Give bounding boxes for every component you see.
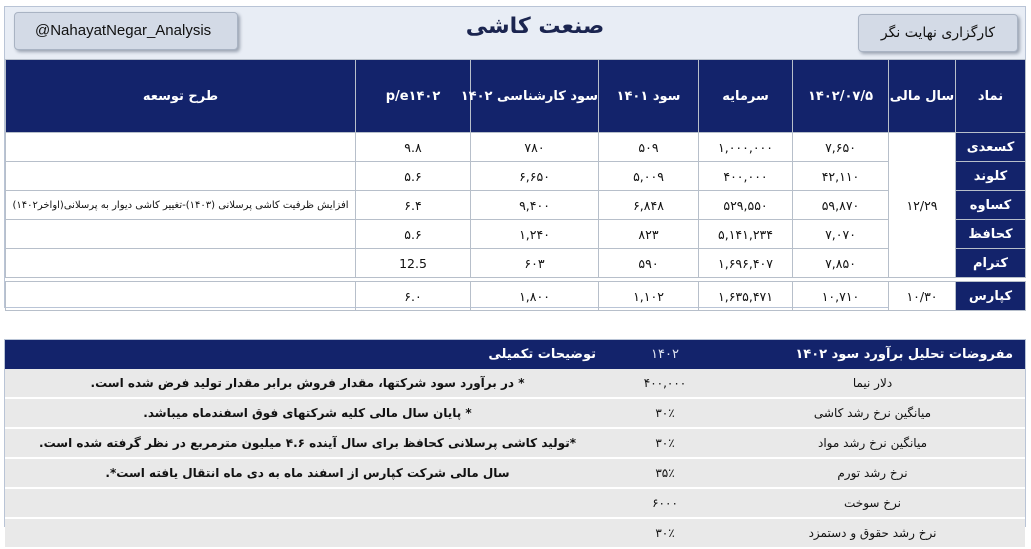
row-profit: ۵,۰۰۹ xyxy=(599,162,699,191)
assumption-note: سال مالی شرکت کپارس از اسفند ماه به دی ماه انتقال یافته است*. xyxy=(5,458,610,488)
row-capital: ۱,۶۳۵,۴۷۱ xyxy=(699,282,793,311)
assumptions-title: مفروضات تحلیل برآورد سود ۱۴۰۲ xyxy=(720,340,1025,369)
assumption-row xyxy=(5,488,1025,518)
assumption-value: ۳۰٪ xyxy=(610,428,720,458)
assumption-row xyxy=(5,369,1025,398)
row-expert-profit: ۹,۴۰۰ xyxy=(471,191,599,220)
assumption-label: دلار نیما xyxy=(720,369,1025,398)
table-row xyxy=(6,162,1026,191)
row-capital: ۵۲۹,۵۵۰ xyxy=(699,191,793,220)
assumption-value: ۴۰۰,۰۰۰ xyxy=(610,369,720,398)
notes-title: توضیحات تکمیلی xyxy=(5,340,610,369)
row-expert-profit: ۶۰۳ xyxy=(471,249,599,278)
assumption-row xyxy=(5,518,1025,548)
col-header-symbol: نماد xyxy=(956,60,1026,133)
col-header-profit-1401: سود ۱۴۰۱ xyxy=(599,60,699,133)
assumption-note: * پایان سال مالی کلیه شرکتهای فوق اسفندماه میباشد. xyxy=(5,398,610,428)
assumption-row xyxy=(5,428,1025,458)
fiscal-year-cell: ۱۰/۳۰ xyxy=(889,282,956,311)
row-dev-plan: افزایش ظرفیت کاشی پرسلانی (۱۴۰۳)-تغییر کاشی دیوار به پرسلانی(اواخر۱۴۰۲) xyxy=(6,191,356,220)
assumption-value: ۳۰٪ xyxy=(610,518,720,548)
col-header-price-date: ۱۴۰۲/۰۷/۵ xyxy=(793,60,889,133)
row-symbol: کسعدی xyxy=(956,133,1026,162)
row-profit: ۵۰۹ xyxy=(599,133,699,162)
table-row xyxy=(6,220,1026,249)
row-capital: ۱,۰۰۰,۰۰۰ xyxy=(699,133,793,162)
row-symbol: کحافظ xyxy=(956,220,1026,249)
broker-badge: کارگزاری نهایت نگر xyxy=(858,14,1018,52)
row-dev-plan xyxy=(6,162,356,191)
row-expert-profit: ۶,۶۵۰ xyxy=(471,162,599,191)
assumption-note xyxy=(5,518,610,548)
assumption-value: ۶۰۰۰ xyxy=(610,488,720,518)
row-price: ۷,۸۵۰ xyxy=(793,249,889,278)
row-price: ۷,۰۷۰ xyxy=(793,220,889,249)
assumption-row xyxy=(5,458,1025,488)
row-expert-profit: ۱,۲۴۰ xyxy=(471,220,599,249)
row-dev-plan xyxy=(6,220,356,249)
row-pe: ۶.۰ xyxy=(356,282,471,311)
social-handle-badge: @NahayatNegar_Analysis xyxy=(14,12,238,50)
row-pe: ۹.۸ xyxy=(356,133,471,162)
assumption-row xyxy=(5,398,1025,428)
row-profit: ۱,۱۰۲ xyxy=(599,282,699,311)
row-symbol: کساوه xyxy=(956,191,1026,220)
table-row xyxy=(6,133,1026,162)
row-dev-plan xyxy=(6,133,356,162)
table-header-row xyxy=(6,60,1026,133)
table-row xyxy=(6,282,1026,311)
col-header-fiscal-year: سال مالی xyxy=(889,60,956,133)
row-symbol: کپارس xyxy=(956,282,1026,311)
row-symbol: کلوند xyxy=(956,162,1026,191)
assumption-label: نرخ سوخت xyxy=(720,488,1025,518)
stocks-table xyxy=(5,59,1026,311)
row-expert-profit: ۷۸۰ xyxy=(471,133,599,162)
row-symbol: کترام xyxy=(956,249,1026,278)
assumption-label: میانگین نرخ رشد مواد xyxy=(720,428,1025,458)
assumption-value: ۳۵٪ xyxy=(610,458,720,488)
row-profit: ۶,۸۴۸ xyxy=(599,191,699,220)
col-header-capital: سرمایه xyxy=(699,60,793,133)
col-header-pe: p/e۱۴۰۲ xyxy=(356,60,471,133)
assumption-label: نرخ رشد تورم xyxy=(720,458,1025,488)
fiscal-year-cell: ۱۲/۲۹ xyxy=(889,133,956,278)
assumption-label: میانگین نرخ رشد کاشی xyxy=(720,398,1025,428)
col-header-expert-profit: سود کارشناسی ۱۴۰۲ xyxy=(471,60,599,133)
assumptions-table xyxy=(5,340,1025,549)
row-capital: ۴۰۰,۰۰۰ xyxy=(699,162,793,191)
row-pe: 12.5 xyxy=(356,249,471,278)
row-pe: ۵.۶ xyxy=(356,162,471,191)
assumptions-year: ۱۴۰۲ xyxy=(610,340,720,369)
row-price: ۷,۶۵۰ xyxy=(793,133,889,162)
assumption-value: ۳۰٪ xyxy=(610,398,720,428)
assumption-note: *تولید کاشی پرسلانی کحافظ برای سال آینده ۴.۶ میلیون مترمربع در نظر گرفته شده است. xyxy=(5,428,610,458)
table-row xyxy=(6,191,1026,220)
row-price: ۴۲,۱۱۰ xyxy=(793,162,889,191)
row-capital: ۵,۱۴۱,۲۳۴ xyxy=(699,220,793,249)
assumption-note: * در برآورد سود شرکتها، مقدار فروش برابر مقدار تولید فرض شده است. xyxy=(5,369,610,398)
row-price: ۵۹,۸۷۰ xyxy=(793,191,889,220)
table-row xyxy=(6,249,1026,278)
row-capital: ۱,۶۹۶,۴۰۷ xyxy=(699,249,793,278)
assumption-label: نرخ رشد حقوق و دستمزد xyxy=(720,518,1025,548)
row-dev-plan xyxy=(6,282,356,311)
col-header-dev-plan: طرح توسعه xyxy=(6,60,356,133)
row-pe: ۶.۴ xyxy=(356,191,471,220)
row-profit: ۵۹۰ xyxy=(599,249,699,278)
row-price: ۱۰,۷۱۰ xyxy=(793,282,889,311)
row-pe: ۵.۶ xyxy=(356,220,471,249)
assumptions-header-row xyxy=(5,340,1025,369)
row-expert-profit: ۱,۸۰۰ xyxy=(471,282,599,311)
page-title: صنعت کاشی xyxy=(465,14,605,39)
row-dev-plan xyxy=(6,249,356,278)
assumption-note xyxy=(5,488,610,518)
row-profit: ۸۲۳ xyxy=(599,220,699,249)
